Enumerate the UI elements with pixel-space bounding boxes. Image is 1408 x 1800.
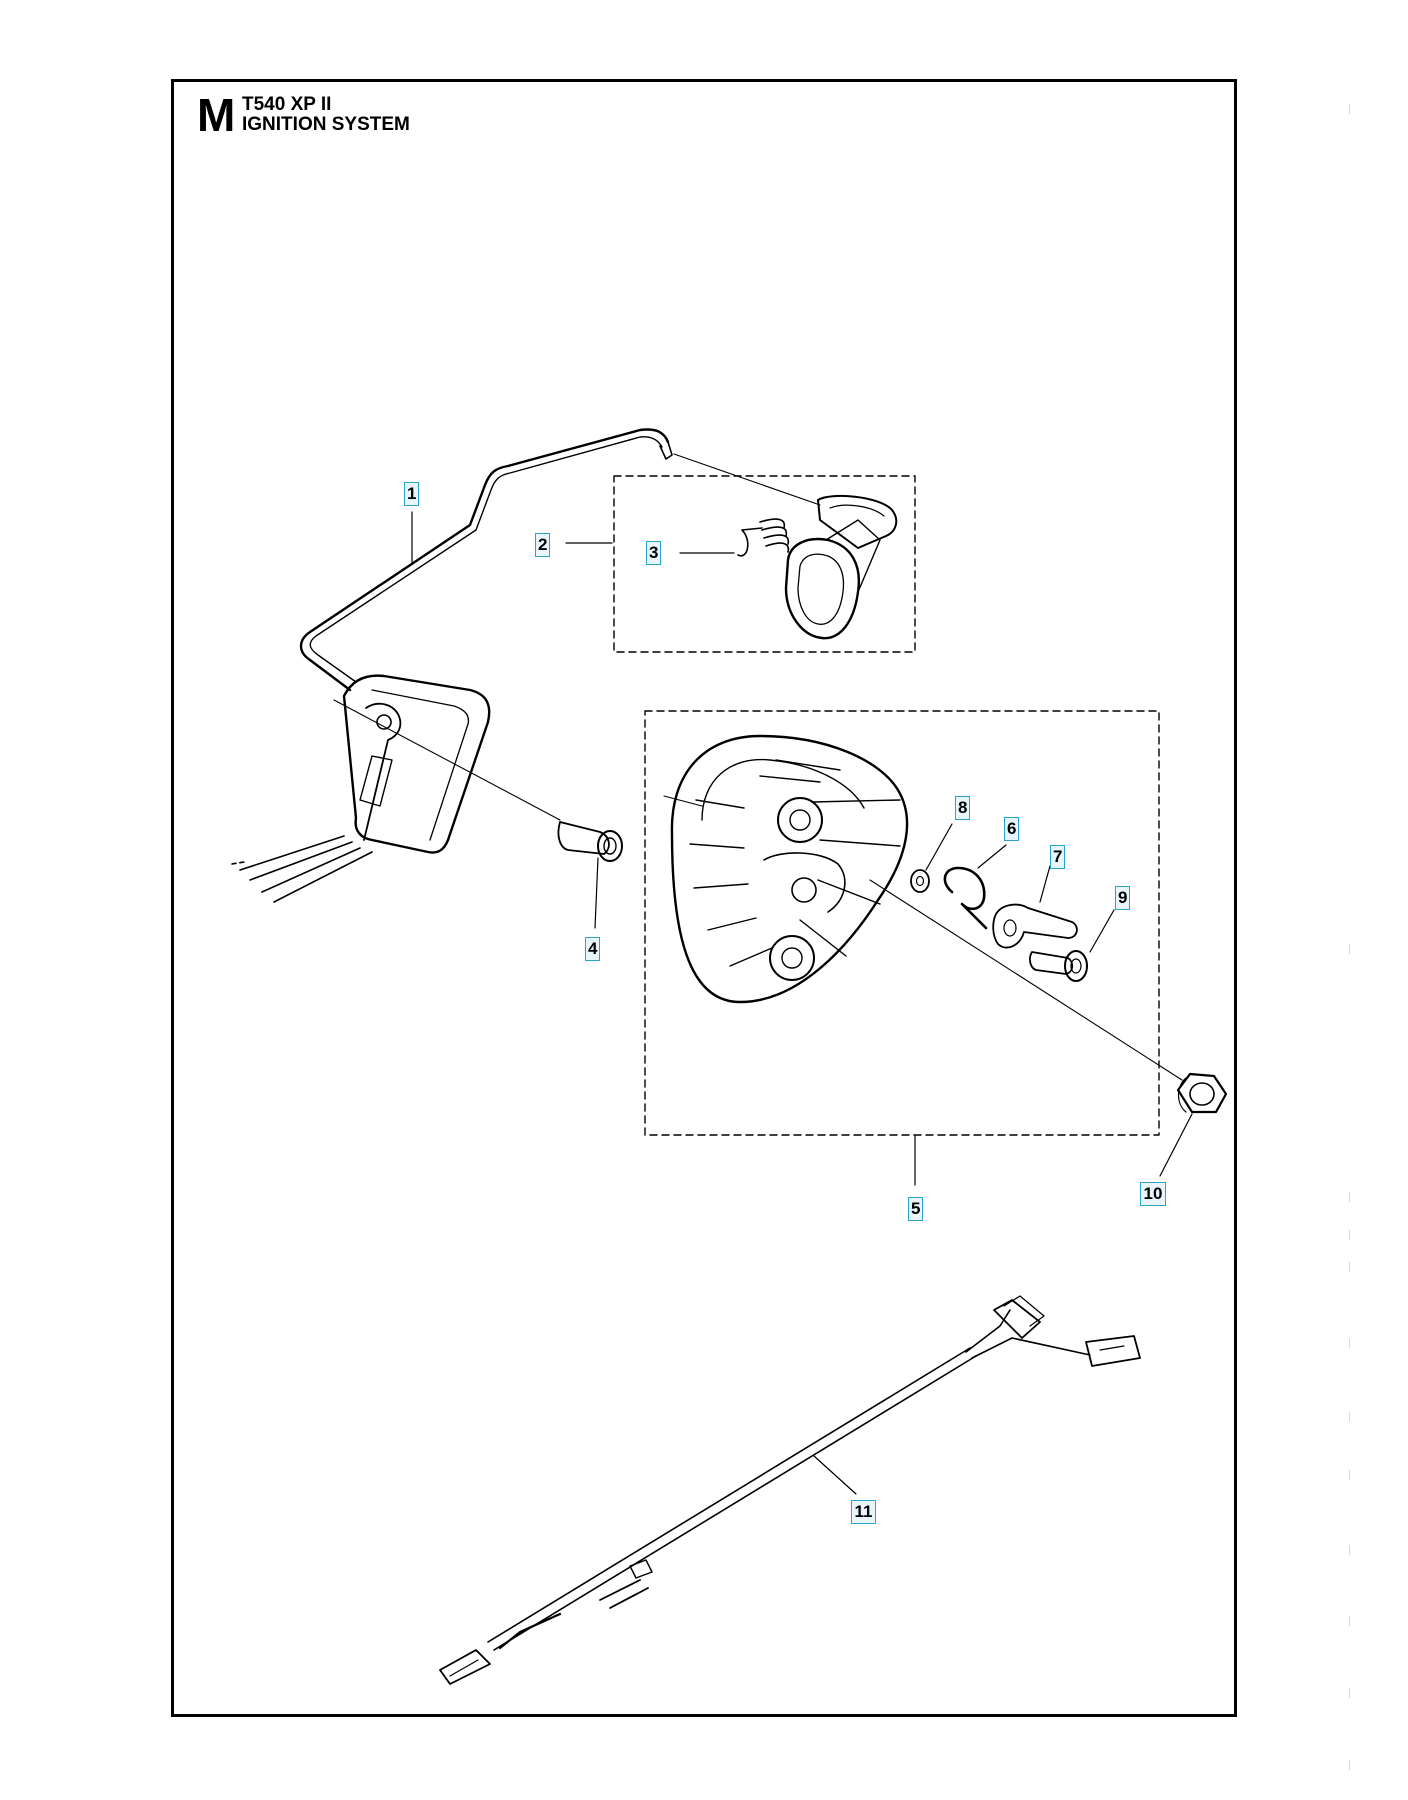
margin-mark xyxy=(1349,1412,1350,1422)
callout-6: 6 xyxy=(1004,817,1019,841)
margin-mark xyxy=(1349,1760,1350,1770)
callout-4: 4 xyxy=(585,937,600,961)
callout-9: 9 xyxy=(1115,886,1130,910)
part-7-pawl xyxy=(993,866,1077,948)
section-letter: M xyxy=(197,89,236,141)
part-1-wire xyxy=(301,430,672,691)
callout-3: 3 xyxy=(646,541,661,565)
part-5-group-box xyxy=(645,711,1159,1135)
margin-mark xyxy=(1349,1338,1350,1348)
callout-1: 1 xyxy=(404,482,419,506)
callout-2: 2 xyxy=(535,533,550,557)
callout-10: 10 xyxy=(1140,1182,1166,1206)
margin-mark xyxy=(1349,1192,1350,1202)
model-name: T540 XP II xyxy=(242,94,332,115)
margin-mark xyxy=(1349,1616,1350,1626)
part-11-harness xyxy=(440,1296,1140,1684)
part-3-spring xyxy=(680,519,788,556)
part-2-switch xyxy=(674,454,896,638)
margin-mark xyxy=(1349,1262,1350,1272)
part-10-nut xyxy=(1160,1074,1226,1176)
callout-7: 7 xyxy=(1050,845,1065,869)
margin-mark xyxy=(1349,1688,1350,1698)
part-4-screw xyxy=(558,822,622,928)
ignition-module xyxy=(232,676,560,902)
callout-11: 11 xyxy=(851,1500,876,1524)
callout-8: 8 xyxy=(955,796,970,820)
system-name: IGNITION SYSTEM xyxy=(242,114,410,135)
margin-mark xyxy=(1349,1470,1350,1480)
part-9-screw xyxy=(1030,910,1114,981)
margin-mark xyxy=(1349,1545,1350,1555)
margin-mark xyxy=(1349,104,1350,114)
margin-mark xyxy=(1349,944,1350,954)
part-6-circlip xyxy=(945,845,1006,928)
callout-5: 5 xyxy=(908,1197,923,1221)
part-5-flywheel xyxy=(664,736,1182,1080)
margin-mark xyxy=(1349,1230,1350,1240)
